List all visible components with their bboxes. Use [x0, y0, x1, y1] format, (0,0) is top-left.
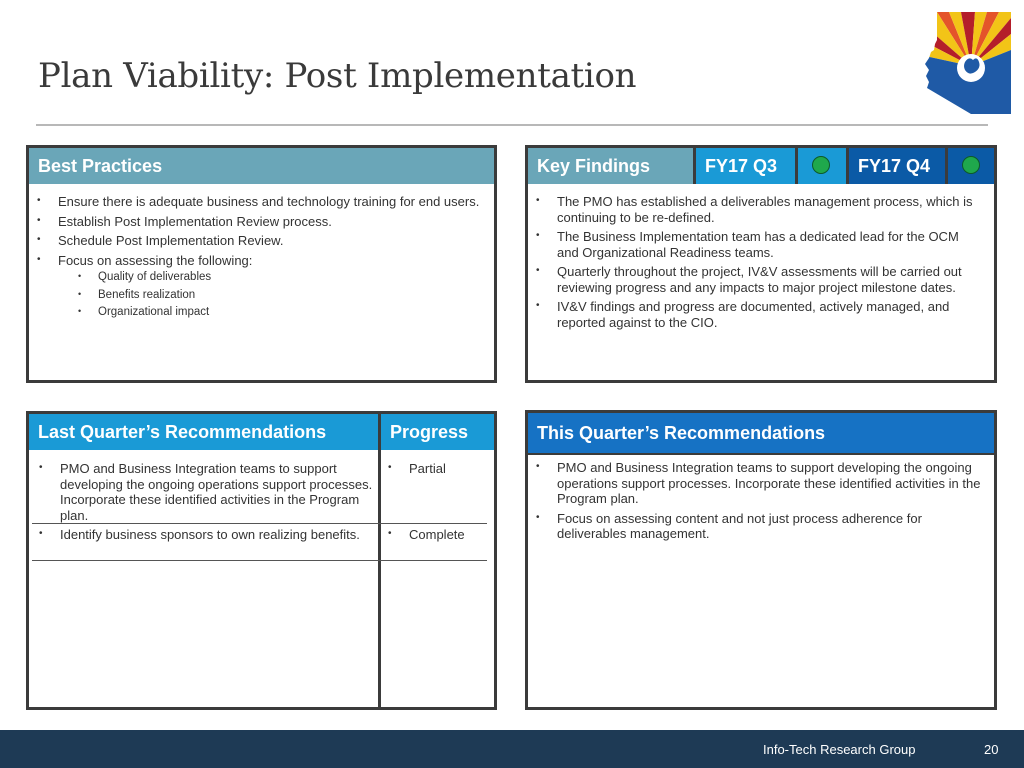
q3-status-indicator	[812, 156, 830, 174]
list-item: • The PMO has established a deliverables management process, which is continuing to be re-defined.	[534, 194, 980, 225]
sublist-item: • Quality of deliverables	[78, 270, 484, 284]
key-findings-body	[534, 194, 980, 334]
page-number: 20	[984, 742, 999, 757]
list-item: • Schedule Post Implementation Review.	[35, 233, 484, 249]
this-quarter-body	[534, 460, 982, 546]
list-item: • IV&V findings and progress are documented, actively managed, and reported against to the CIO.	[534, 299, 980, 330]
best-practices-header: Best Practices	[29, 148, 494, 184]
arizona-state-logo	[925, 12, 1011, 114]
this-quarter-list	[534, 460, 982, 542]
list-item: • Focus on assessing content and not just process adherence for deliverables management.	[534, 511, 982, 542]
slide-title: Plan Viability: Post Implementation	[38, 56, 637, 96]
list-item: • Ensure there is adequate business and technology training for end users.	[35, 194, 484, 210]
header-underline	[528, 453, 994, 455]
best-practices-body	[35, 194, 484, 323]
progress-header: Progress	[381, 414, 494, 450]
recommendation-cell	[37, 527, 373, 543]
list-item: • Establish Post Implementation Review process.	[35, 214, 484, 230]
list-item-text: Focus on assessing the following:	[58, 252, 253, 268]
last-quarter-panel	[26, 411, 497, 710]
list-item	[35, 253, 484, 320]
fy17-q3-status-cell	[798, 148, 846, 184]
fy17-q4-label: FY17 Q4	[849, 148, 945, 184]
sublist-item: • Benefits realization	[78, 288, 484, 302]
progress-text: • Partial	[386, 461, 490, 477]
key-findings-header: Key Findings	[528, 148, 693, 184]
fy17-q4-status-cell	[948, 148, 994, 184]
last-quarter-header: Last Quarter’s Recommendations	[29, 414, 378, 450]
table-row	[37, 461, 373, 527]
this-quarter-panel	[525, 410, 997, 710]
recommendation-cell	[37, 461, 373, 523]
footer-bar	[0, 730, 1024, 768]
footer-organization: Info-Tech Research Group	[763, 742, 916, 757]
title-divider	[36, 124, 988, 126]
list-item: • PMO and Business Integration teams to support developing the ongoing operations support processes. Incorporate these identified activities in the Program plan.	[534, 460, 982, 507]
row-divider	[32, 523, 487, 524]
progress-text: • Complete	[386, 527, 490, 543]
sublist-item: • Organizational impact	[78, 305, 484, 319]
progress-cell	[386, 461, 490, 481]
row-divider	[32, 560, 487, 561]
list-item: • The Business Implementation team has a dedicated lead for the OCM and Organizational Readiness teams.	[534, 229, 980, 260]
best-practices-list	[35, 194, 484, 319]
best-practices-panel	[26, 145, 497, 383]
key-findings-list	[534, 194, 980, 330]
list-item: • Quarterly throughout the project, IV&V assessments will be carried out reviewing progress and any impacts to major project milestone dates.	[534, 264, 980, 295]
this-quarter-header: This Quarter’s Recommendations	[528, 413, 994, 453]
recommendation-text: • PMO and Business Integration teams to support developing the ongoing operations support processes. Incorporate these identified activities in the Program plan.	[37, 461, 373, 523]
fy17-q3-label: FY17 Q3	[696, 148, 795, 184]
focus-sublist	[58, 270, 484, 319]
table-row	[37, 527, 373, 547]
q4-status-indicator	[962, 156, 980, 174]
progress-cell	[386, 527, 490, 547]
recommendation-text: • Identify business sponsors to own realizing benefits.	[37, 527, 373, 543]
key-findings-panel	[525, 145, 997, 383]
